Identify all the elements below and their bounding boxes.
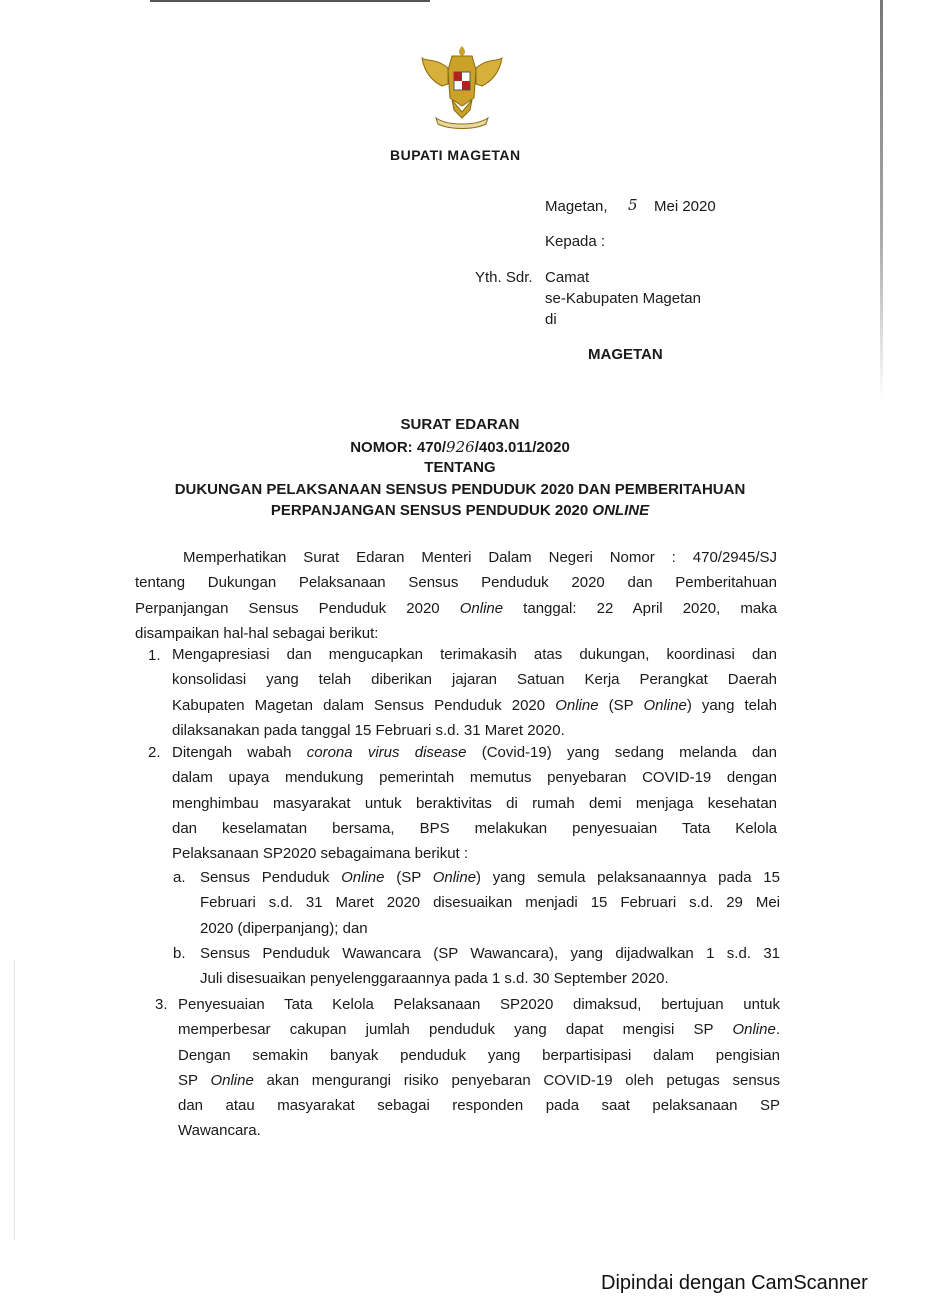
scan-top-edge — [150, 0, 430, 2]
item-number: 2. — [148, 744, 161, 761]
item-2a-line: 2020 (diperpanjang); dan — [200, 919, 368, 937]
intro-line: tentang Dukungan Pelaksanaan Sensus Penduduk 2020 dan Pemberitahuan — [135, 574, 777, 592]
item-number: 1. — [148, 647, 161, 664]
item-2a-line: Februari s.d. 31 Maret 2020 disesuaikan menjadi 15 Februari s.d. 29 Mei — [200, 894, 780, 912]
intro-line: Perpanjangan Sensus Penduduk 2020 Online tanggal: 22 April 2020, maka — [135, 599, 777, 617]
date-place: Magetan, — [545, 198, 608, 215]
intro-line: disampaikan hal-hal sebagai berikut: — [135, 624, 379, 642]
item-number: 3. — [155, 996, 168, 1013]
garuda-emblem-icon — [418, 40, 506, 132]
sub-item-letter: b. — [173, 945, 186, 962]
recipient-city: MAGETAN — [588, 346, 663, 363]
camscanner-footer: Dipindai dengan CamScanner — [601, 1272, 868, 1294]
item-3-line: Dengan semakin banyak penduduk yang berpartisipasi dalam pengisian — [178, 1046, 780, 1064]
intro-line: Memperhatikan Surat Edaran Menteri Dalam Negeri Nomor : 470/2945/SJ — [183, 549, 777, 566]
item-2a-line: Sensus Penduduk Online (SP Online) yang semula pelaksanaannya pada 15 — [200, 869, 780, 886]
title-subject-line2 — [130, 502, 790, 519]
nomor-prefix: NOMOR: 470/ — [350, 439, 447, 456]
scan-left-mark — [14, 960, 15, 1240]
sub-item-letter: a. — [173, 869, 186, 886]
item-1-line: konsolidasi yang telah diberikan jajaran Satuan Kerja Perangkat Daerah — [172, 671, 777, 689]
yth-label: Yth. Sdr. — [475, 269, 533, 286]
item-2a-paragraph — [200, 865, 780, 941]
recipient-line1: Camat — [545, 269, 590, 286]
item-1-line: dilaksanakan pada tanggal 15 Februari s.d. 31 Maret 2020. — [172, 721, 565, 739]
item-2-line: dan keselamatan bersama, BPS melakukan penyesuaian Tata Kelola — [172, 819, 777, 837]
item-2b-paragraph — [200, 941, 780, 992]
recipient-line2: se-Kabupaten Magetan — [545, 290, 701, 307]
recipient-line3: di — [545, 311, 557, 328]
item-3-line: Wawancara. — [178, 1122, 261, 1140]
title-nomor — [130, 438, 790, 456]
office-title: BUPATI MAGETAN — [390, 147, 521, 163]
item-3-line: SP Online akan mengurangi risiko penyebaran COVID-19 oleh petugas sensus — [178, 1071, 781, 1089]
title-tentang: TENTANG — [424, 459, 496, 476]
item-2-line: dalam upaya mendukung pemerintah memutus penyebaran COVID-19 dengan — [172, 769, 777, 787]
item-1-line: Kabupaten Magetan dalam Sensus Penduduk 2020 Online (SP Online) yang telah — [172, 696, 778, 714]
item-2-line: Ditengah wabah corona virus disease (Covid-19) yang sedang melanda dan — [172, 744, 777, 761]
title-surat-edaran: SURAT EDARAN — [400, 416, 520, 433]
title-subject-line1: DUKUNGAN PELAKSANAAN SENSUS PENDUDUK 2020 DAN PEMBERITAHUAN — [174, 481, 746, 498]
item-3-line: Penyesuaian Tata Kelola Pelaksanaan SP2020 dimaksud, bertujuan untuk — [178, 996, 780, 1013]
item-2-line: menghimbau masyarakat untuk beraktivitas di rumah demi menjaga kesehatan — [172, 794, 777, 812]
item-3-line: memperbesar cakupan jumlah penduduk yang dapat mengisi SP Online. — [178, 1021, 780, 1039]
intro-paragraph — [135, 545, 777, 646]
item-2-paragraph — [172, 740, 777, 866]
item-2-line: Pelaksanaan SP2020 sebagaimana berikut : — [172, 845, 469, 863]
item-2b-line: Sensus Penduduk Wawancara (SP Wawancara), yang dijadwalkan 1 s.d. 31 — [200, 945, 780, 962]
date-month-year: Mei 2020 — [654, 198, 716, 215]
item-3-paragraph — [178, 992, 780, 1144]
item-1-line: Mengapresiasi dan mengucapkan terimakasih atas dukungan, koordinasi dan — [172, 646, 777, 663]
item-3-line: dan atau masyarakat sebagai responden pada saat pelaksanaan SP — [178, 1097, 780, 1115]
nomor-suffix: /403.011/2020 — [474, 439, 570, 456]
scan-right-edge — [880, 0, 883, 400]
date-day-handwritten: 5 — [628, 196, 638, 214]
kepada-label: Kepada : — [545, 233, 606, 250]
item-1-paragraph — [172, 642, 777, 743]
subject-line2-italic: ONLINE — [592, 502, 650, 519]
subject-line2-text: PERPANJANGAN SENSUS PENDUDUK 2020 — [270, 502, 589, 519]
item-2b-line: Juli disesuaikan penyelenggaraannya pada 1 s.d. 30 September 2020. — [200, 970, 669, 988]
nomor-handwritten: 926 — [446, 438, 475, 456]
